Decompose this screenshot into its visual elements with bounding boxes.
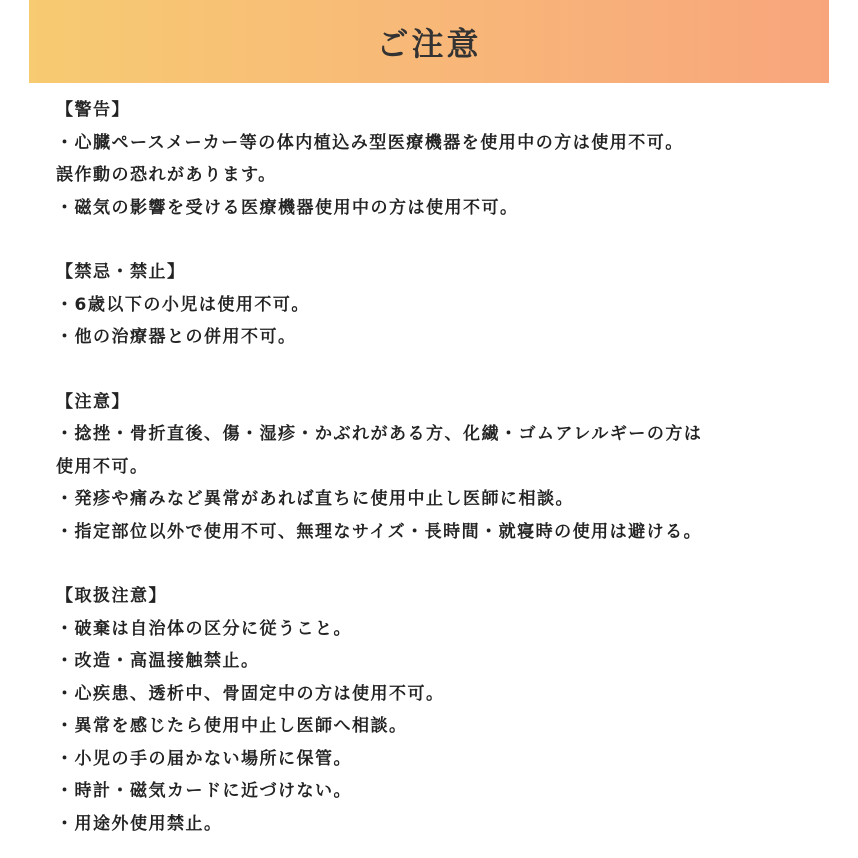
notice-line: ・6歳以下の小児は使用不可。 bbox=[56, 294, 310, 315]
notice-line: ・破棄は自治体の区分に従うこと。 bbox=[56, 618, 352, 639]
section-handling bbox=[56, 580, 836, 840]
section-heading: 【取扱注意】 bbox=[56, 586, 167, 606]
notice-line: ・捻挫・骨折直後、傷・湿疹・かぶれがある方、化繊・ゴムアレルギーの方は bbox=[56, 424, 703, 444]
page-title: ご注意 bbox=[376, 24, 482, 63]
notice-line: ・用途外使用禁止。 bbox=[56, 813, 223, 834]
section-heading: 【注意】 bbox=[56, 391, 130, 412]
notice-line: ・発疹や痛みなど異常があれば直ちに使用中止し医師に相談。 bbox=[56, 489, 574, 509]
notice-line: ・時計・磁気カードに近づけない。 bbox=[56, 781, 352, 801]
notice-line: 使用不可。 bbox=[56, 456, 149, 477]
notice-line: ・心臓ペースメーカー等の体内植込み型医療機器を使用中の方は使用不可。 bbox=[56, 132, 684, 153]
section-heading: 【禁忌・禁止】 bbox=[56, 262, 186, 282]
header-banner bbox=[29, 0, 829, 83]
notice-line: ・他の治療器との併用不可。 bbox=[56, 327, 297, 347]
notice-line: ・小児の手の届かない場所に保管。 bbox=[56, 748, 352, 769]
section-heading: 【警告】 bbox=[56, 100, 130, 120]
notice-line: ・改造・高温接触禁止。 bbox=[56, 651, 260, 671]
notice-line: ・磁気の影響を受ける医療機器使用中の方は使用不可。 bbox=[56, 197, 519, 218]
notice-line: 誤作動の恐れがあります。 bbox=[56, 165, 277, 185]
section-warning bbox=[56, 94, 836, 224]
notice-line: ・異常を感じたら使用中止し医師へ相談。 bbox=[56, 716, 408, 736]
notice-body bbox=[56, 94, 836, 840]
notice-line: ・心疾患、透析中、骨固定中の方は使用不可。 bbox=[56, 683, 445, 704]
section-caution bbox=[56, 386, 836, 549]
notice-line: ・指定部位以外で使用不可、無理なサイズ・長時間・就寝時の使用は避ける。 bbox=[56, 521, 703, 542]
section-contraindications bbox=[56, 256, 836, 354]
